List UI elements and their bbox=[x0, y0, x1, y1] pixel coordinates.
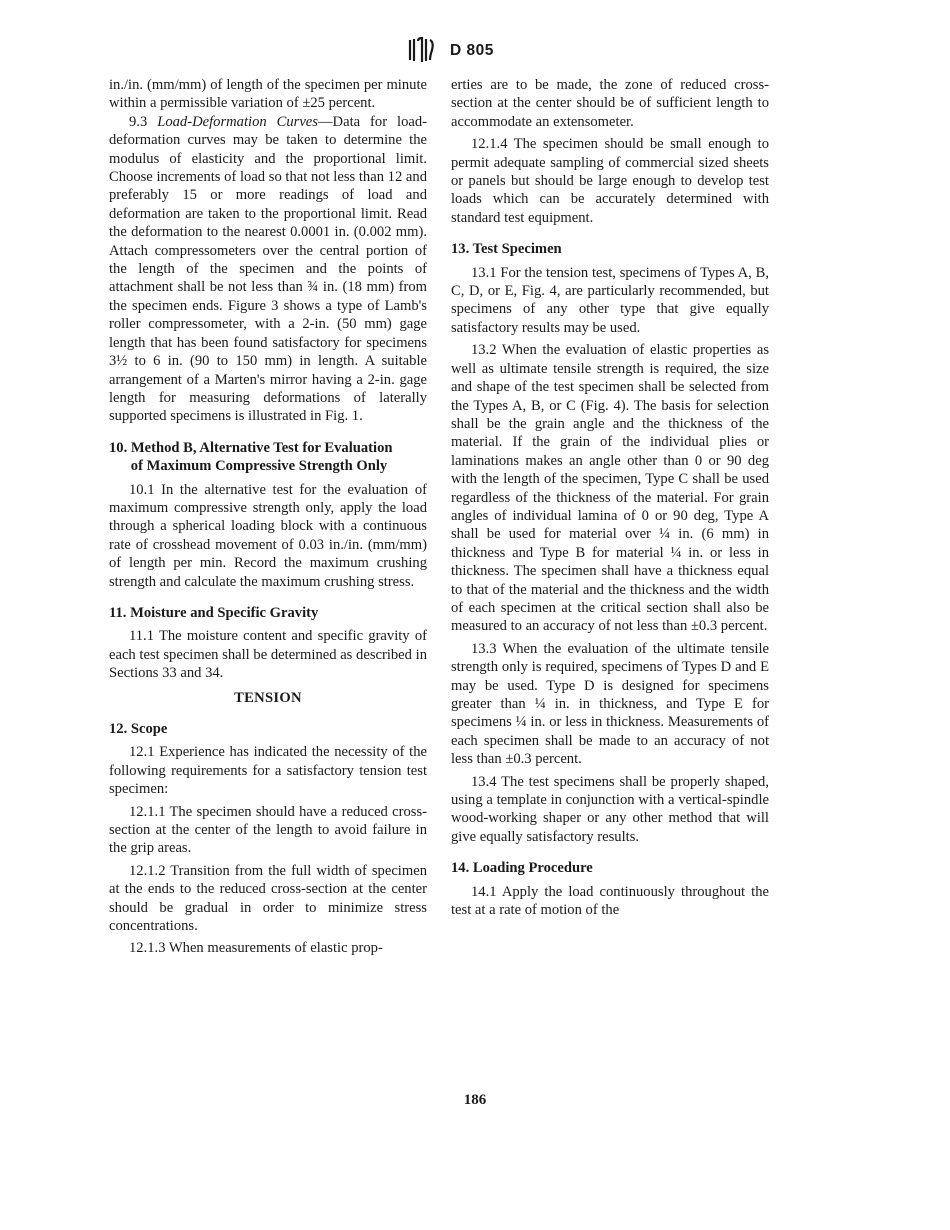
paragraph-12-1-2: 12.1.2 Transition from the full width of specimen at the ends to the reduced cross-section at the center should be gradual in order to minimize stress concentrations. bbox=[109, 862, 427, 935]
page-header bbox=[0, 36, 950, 66]
paragraph-12-1-1: 12.1.1 The specimen should have a reduced cross-section at the center of the length to avoid failure in the grip areas. bbox=[109, 803, 427, 857]
paragraph-number: 9.3 bbox=[129, 113, 158, 130]
paragraph-13-3: 13.3 When the evaluation of the ultimate tensile strength only is required, specimens of Types D and E may be used. Type D is designed for specimens greater than ¼ in. in thickness, and Type E for specimens ¼ in. or less in thickness. Measurements of each specimen shall be made to an accuracy of not less than ±0.3 percent. bbox=[451, 640, 769, 768]
section-heading-11: 11. Moisture and Specific Gravity bbox=[109, 604, 319, 621]
paragraph-12-1-3-continued: erties are to be made, the zone of reduced cross-section at the center should be of sufficient length to accommodate an extensometer. bbox=[451, 77, 769, 130]
paragraph-text: —Data for load-deformation curves may be taken to determine the modulus of elasticity and the proportional limit. Choose increments of load so that not less than 12 and preferably 15 or more readings of load and deformation are taken to the proportional limit. Read the deformation to the nearest 0.0001 in. (0.002 mm). Attach compressometers over the central portion of the length of the specimen and the points of attachment shall be not less than ¾ in. (18 mm) from the specimen ends. Figure 3 shows a type of Lamb's roller compressometer, with a 2-in. (50 mm) gage length that has been found satisfactory for specimens 3½ to 6 in. (90 to 150 mm) in length. A suitable arrangement of a Marten's mirror having a 2-in. gage length for measuring deformations of laterally supported specimens is illustrated in Fig. 1. bbox=[109, 113, 427, 425]
page-number: 186 bbox=[463, 1092, 487, 1108]
section-heading-14: 14. Loading Procedure bbox=[451, 860, 593, 877]
paragraph-12-1-3-start: 12.1.3 When measurements of elastic prop- bbox=[129, 940, 383, 957]
section-heading-12: 12. Scope bbox=[109, 721, 168, 737]
paragraph-13-4: 13.4 The test specimens shall be properly shaped, using a template in conjunction with a vertical-spindle wood-working shaper or any other method that will give equally satisfactory results. bbox=[451, 773, 769, 845]
section-heading-13: 13. Test Specimen bbox=[451, 241, 562, 258]
paragraph-title: Load-Deformation Curves bbox=[157, 113, 318, 130]
right-column bbox=[451, 76, 769, 919]
paragraph-13-1: 13.1 For the tension test, specimens of Types A, B, C, D, or E, Fig. 4, are particularly recommended, but specimens of any other type that give equally satisfactory results may be used. bbox=[451, 264, 769, 336]
astm-logo-icon bbox=[406, 36, 436, 64]
document-id: D 805 bbox=[450, 42, 494, 59]
paragraph-9-3 bbox=[109, 113, 427, 426]
paragraph-12-1-4: 12.1.4 The specimen should be small enough to permit adequate sampling of commercial sized sheets or panels but should be large enough to develop test loads which can be accurately determined with standard test equipment. bbox=[451, 136, 769, 226]
paragraph-11-1: 11.1 The moisture content and specific gravity of each test specimen shall be determined as described in Sections 33 and 34. bbox=[109, 628, 427, 682]
section-title-tension: TENSION bbox=[234, 689, 302, 706]
left-column bbox=[109, 76, 427, 958]
heading-line-1: 10. Method B, Alternative Test for Evaluation bbox=[109, 439, 393, 456]
paragraph-12-1: 12.1 Experience has indicated the necessity of the following requirements for a satisfactory tension test specimen: bbox=[109, 744, 427, 798]
paragraph-14-1: 14.1 Apply the load continuously throughout the test at a rate of motion of the bbox=[451, 883, 769, 919]
heading-line-2: of Maximum Compressive Strength Only bbox=[130, 458, 388, 475]
section-heading-10 bbox=[109, 439, 427, 476]
paragraph-continuation: in./in. (mm/mm) of length of the specimen per minute within a permissible variation of ±25 percent. bbox=[109, 77, 427, 112]
paragraph-10-1: 10.1 In the alternative test for the evaluation of maximum compressive strength only, apply the load through a spherical loading block with a continuous rate of crosshead movement of 0.03 in./in. (mm/mm) of length per min. Record the maximum crushing strength and calculate the maximum crushing stress. bbox=[109, 481, 427, 590]
paragraph-13-2: 13.2 When the evaluation of elastic properties as well as ultimate tensile strength is required, the size and shape of the test specimen shall be selected from the Types A, B, or C (Fig. 4). The basis for selection shall be the grain angle and the thickness of the material. If the grain of the individual plies or laminations makes an angle other than 0 or 90 deg with the length of the specimen, Type C shall be used regardless of the thickness of the material. For grain angles of individual lamina of 0 or 90 deg, Type A shall be used for material over ¼ in. (6 mm) in thickness and Type B for material ¼ in. or less in thickness. The specimen shall have a thickness equal to that of the material and the thickness and the width of each specimen at the critical section shall also be measured to an accuracy of not less than ±0.3 percent. bbox=[451, 342, 769, 635]
